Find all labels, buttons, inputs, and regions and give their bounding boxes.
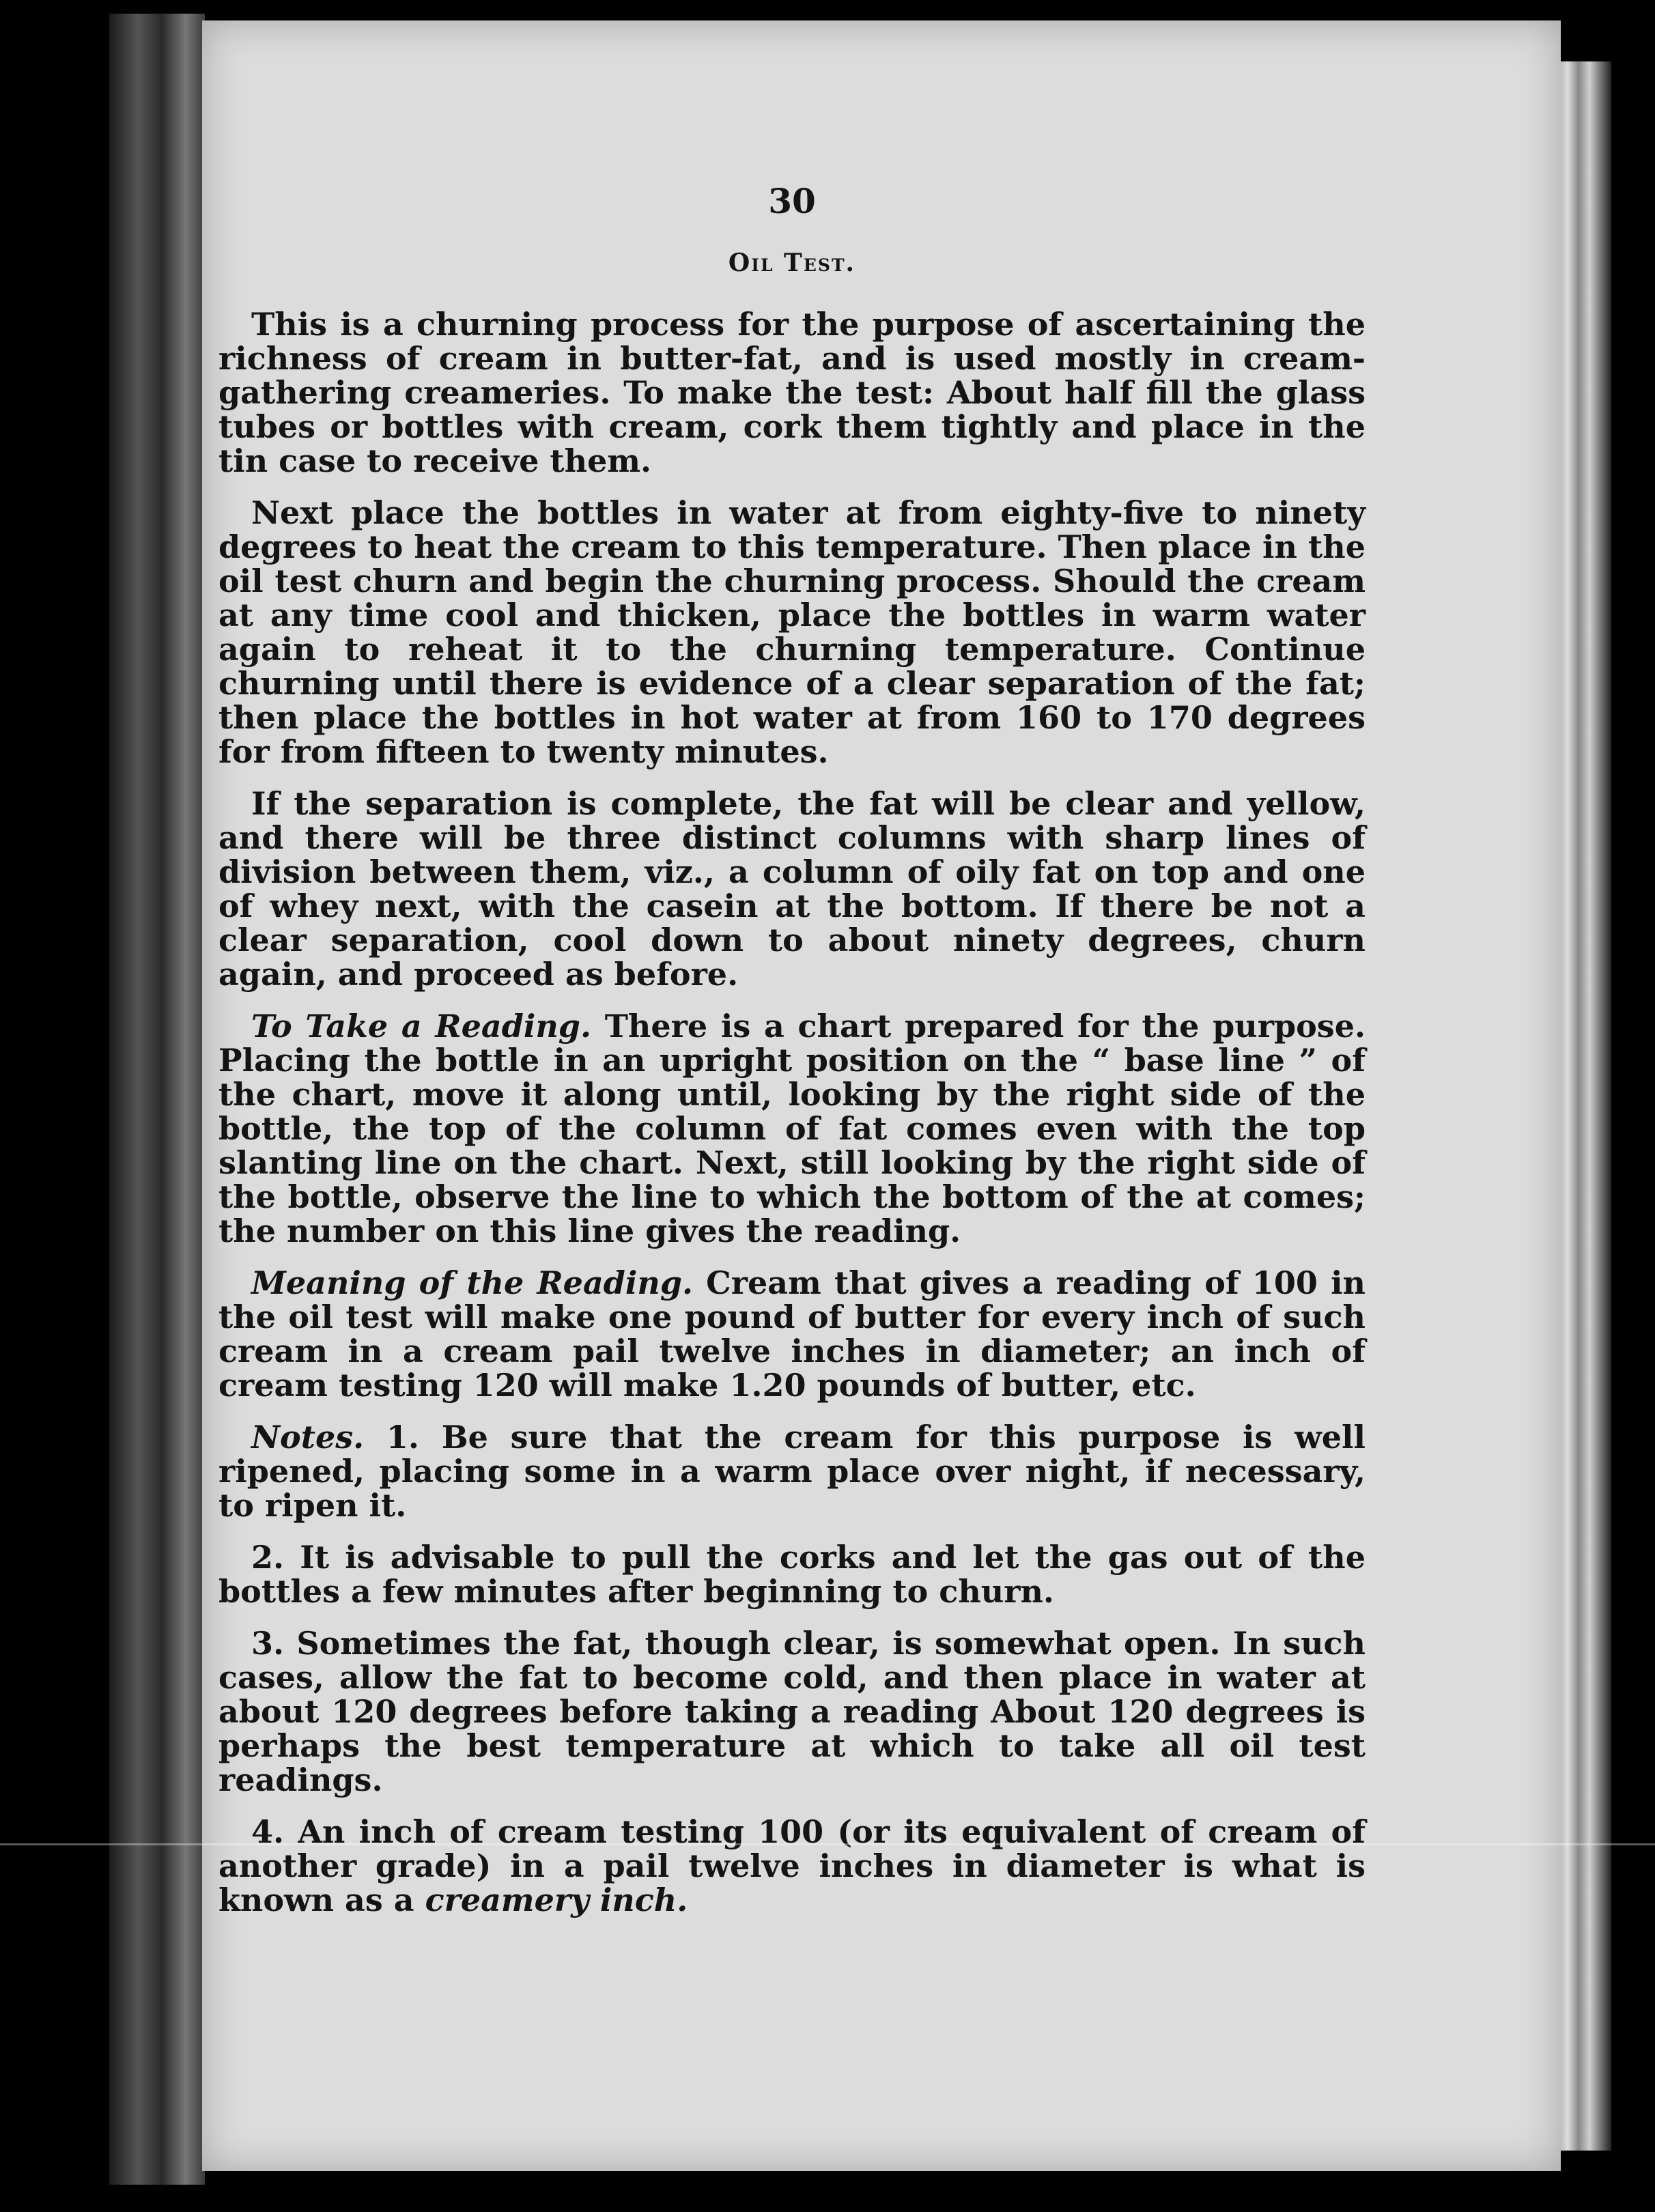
note-4 [218,1815,1366,1917]
paragraph-text: There is a chart prepared for the purpose. Placing the bottle in an upright position on the “ base line ” of the chart, move it along until, looking by the right side of the bottle, the top of the column of fat comes even with the top slanting line on the chart. Next, still looking by the right side of the bottle, observe the line to which the bottom of the at comes; the number on this line gives the reading. [218,1008,1366,1249]
paragraph-3 [218,786,1366,991]
paragraph-text: 2. It is advisable to pull the corks and let the gas out of the bottles a few minutes after beginning to churn. [218,1539,1366,1610]
run-in-heading: To Take a Reading. [251,1008,591,1045]
paragraph-text: 4. An inch of cream testing 100 (or its equivalent of cream of another grade) in a pail twelve inches in diameter is what is known as a [218,1813,1366,1918]
paragraph-text: This is a churning process for the purpose of ascertaining the richness of cream in butter-fat, and is used mostly in cream-gathering creameries. To make the test: About half fill the glass tubes or bottles with cream, cork them tightly and place in the tin case to receive them. [218,306,1366,479]
note-2 [218,1540,1366,1608]
note-1 [218,1420,1366,1522]
paragraph-text: If the separation is complete, the fat will be clear and yellow, and there will be three distinct columns with sharp lines of division between them, viz., a column of oily fat on top and one of whey next, with the casein at the bottom. If there be not a clear separation, cool down to about ninety degrees, churn again, and proceed as before. [218,785,1366,993]
paragraph-text: Next place the bottles in water at from eighty-five to ninety degrees to heat the cream to this temperature. Then place in the oil test churn and begin the churning process. Should the cream at any time cool and thicken, place the bottles in warm water again to reheat it to the churning temperature. Continue churning until there is evidence of a clear separation of the fat; then place the bottles in hot water at from 160 to 170 degrees for from fifteen to twenty minutes. [218,494,1366,770]
run-in-heading: Meaning of the Reading. [251,1264,694,1301]
page-number: 30 [768,181,816,221]
paragraph-2 [218,496,1366,769]
page-text [218,181,1366,1935]
emphasized-term: creamery inch. [425,1882,688,1918]
paragraph-1 [218,307,1366,478]
page-edge-stack [1557,61,1611,2151]
note-3 [218,1626,1366,1797]
paragraph-text: 3. Sometimes the fat, though clear, is somewhat open. In such cases, allow the fat to become cold, and then place in water at about 120 degrees before taking a reading About 120 degrees is perhaps the best temperature at which to take all oil test readings. [218,1625,1366,1798]
paragraph-text: 1. Be sure that the cream for this purpose is well ripened, placing some in a warm place over night, if necessary, to ripen it. [218,1419,1366,1524]
paragraph-reading [218,1009,1366,1248]
paragraph-text: Cream that gives a reading of 100 in the oil test will make one pound of butter for every inch of such cream in a cream pail twelve inches in diameter; an inch of cream testing 120 will make 1.20 pounds of butter, etc. [218,1264,1366,1404]
book-binding-edge [109,14,205,2185]
run-in-heading: Notes. [251,1419,365,1456]
paragraph-meaning [218,1266,1366,1402]
scan-artifact-line [0,1843,1655,1845]
section-title: Oil Test. [728,249,856,277]
